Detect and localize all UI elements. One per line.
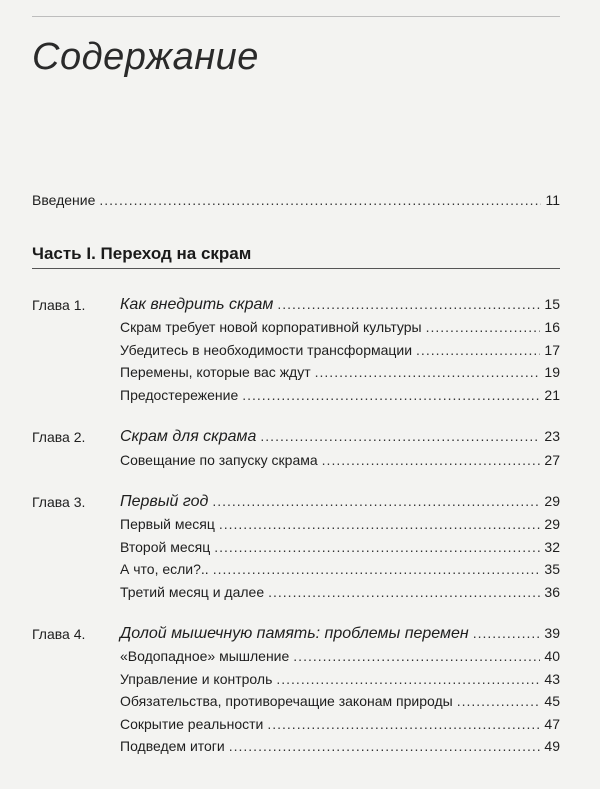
- dot-leader: [426, 318, 541, 336]
- dot-leader: [267, 715, 540, 733]
- toc-entry-intro[interactable]: [32, 191, 560, 209]
- dot-leader: [315, 363, 541, 381]
- dot-leader: [213, 560, 541, 578]
- toc-entry-section[interactable]: [120, 515, 560, 533]
- dot-leader: [277, 295, 540, 313]
- toc-entry-section[interactable]: [120, 583, 560, 601]
- section-title: Совещание по запуску скрама: [120, 452, 318, 468]
- toc-entry-chapter[interactable]: [120, 492, 560, 511]
- entry-page: 15: [544, 296, 560, 312]
- toc-entry-chapter[interactable]: [120, 295, 560, 314]
- chapter-title: Скрам для скрама: [120, 428, 257, 445]
- dot-leader: [260, 427, 540, 445]
- section-title: Подведем итоги: [120, 738, 225, 754]
- part-title: Часть I. Переход на скрам: [32, 244, 252, 263]
- toc-entry-section[interactable]: [120, 363, 560, 381]
- toc-entry-section[interactable]: [120, 538, 560, 556]
- dot-leader: [219, 515, 541, 533]
- toc-entry-chapter[interactable]: [120, 427, 560, 446]
- entry-page: 49: [544, 738, 560, 754]
- toc-entry-section[interactable]: [120, 692, 560, 710]
- toc-entry-section[interactable]: [120, 560, 560, 578]
- toc-entry-section[interactable]: [120, 318, 560, 336]
- entry-page: 21: [544, 387, 560, 403]
- section-title: Обязательства, противоречащие законам природы: [120, 693, 453, 709]
- entry-page: 35: [544, 561, 560, 577]
- dot-leader: [242, 386, 540, 404]
- dot-leader: [214, 538, 540, 556]
- page-title: Содержание: [32, 36, 259, 78]
- entry-page: 45: [544, 693, 560, 709]
- top-rule: [32, 16, 560, 17]
- dot-leader: [276, 670, 540, 688]
- entry-page: 16: [544, 319, 560, 335]
- dot-leader: [229, 737, 541, 755]
- entry-page: 40: [544, 648, 560, 664]
- entry-page: 11: [545, 192, 560, 208]
- entry-page: 29: [544, 516, 560, 532]
- dot-leader: [416, 341, 540, 359]
- dot-leader: [473, 624, 541, 642]
- entry-page: 32: [544, 539, 560, 555]
- chapter-title: Как внедрить скрам: [120, 296, 274, 313]
- entry-page: 36: [544, 584, 560, 600]
- dot-leader: [268, 583, 540, 601]
- section-title: Перемены, которые вас ждут: [120, 364, 311, 380]
- entry-page: 27: [544, 452, 560, 468]
- section-title: Второй месяц: [120, 539, 211, 555]
- chapter-label: Глава 2.: [32, 429, 86, 445]
- section-title: Управление и контроль: [120, 671, 273, 687]
- entry-page: 47: [544, 716, 560, 732]
- toc-entry-section[interactable]: [120, 451, 560, 469]
- section-title: Скрам требует новой корпоративной культуры: [120, 319, 422, 335]
- toc-entry-section[interactable]: [120, 715, 560, 733]
- toc-entry-section[interactable]: [120, 647, 560, 665]
- dot-leader: [457, 692, 541, 710]
- toc-entry-section[interactable]: [120, 670, 560, 688]
- entry-page: 29: [544, 493, 560, 509]
- toc-entry-section[interactable]: [120, 341, 560, 359]
- entry-page: 39: [544, 625, 560, 641]
- section-title: Предостережение: [120, 387, 239, 403]
- toc-entry-section[interactable]: [120, 737, 560, 755]
- toc-entry-section[interactable]: [120, 386, 560, 404]
- section-title: Сокрытие реальности: [120, 716, 264, 732]
- entry-title: Введение: [32, 192, 96, 208]
- entry-page: 17: [544, 342, 560, 358]
- entry-page: 19: [544, 364, 560, 380]
- part-divider: [32, 268, 560, 269]
- section-title: «Водопадное» мышление: [120, 648, 290, 664]
- section-title: А что, если?..: [120, 561, 209, 577]
- section-title: Первый месяц: [120, 516, 215, 532]
- dot-leader: [293, 647, 540, 665]
- section-title: Убедитесь в необходимости трансформации: [120, 342, 413, 358]
- entry-page: 43: [544, 671, 560, 687]
- entry-page: 23: [544, 428, 560, 444]
- dot-leader: [99, 191, 541, 209]
- chapter-title: Первый год: [120, 493, 209, 510]
- section-title: Третий месяц и далее: [120, 584, 265, 600]
- chapter-title: Долой мышечную память: проблемы перемен: [120, 625, 469, 642]
- chapter-label: Глава 4.: [32, 626, 86, 642]
- chapter-label: Глава 3.: [32, 494, 86, 510]
- toc-entry-chapter[interactable]: [120, 624, 560, 643]
- dot-leader: [322, 451, 541, 469]
- chapter-label: Глава 1.: [32, 297, 86, 313]
- dot-leader: [212, 492, 540, 510]
